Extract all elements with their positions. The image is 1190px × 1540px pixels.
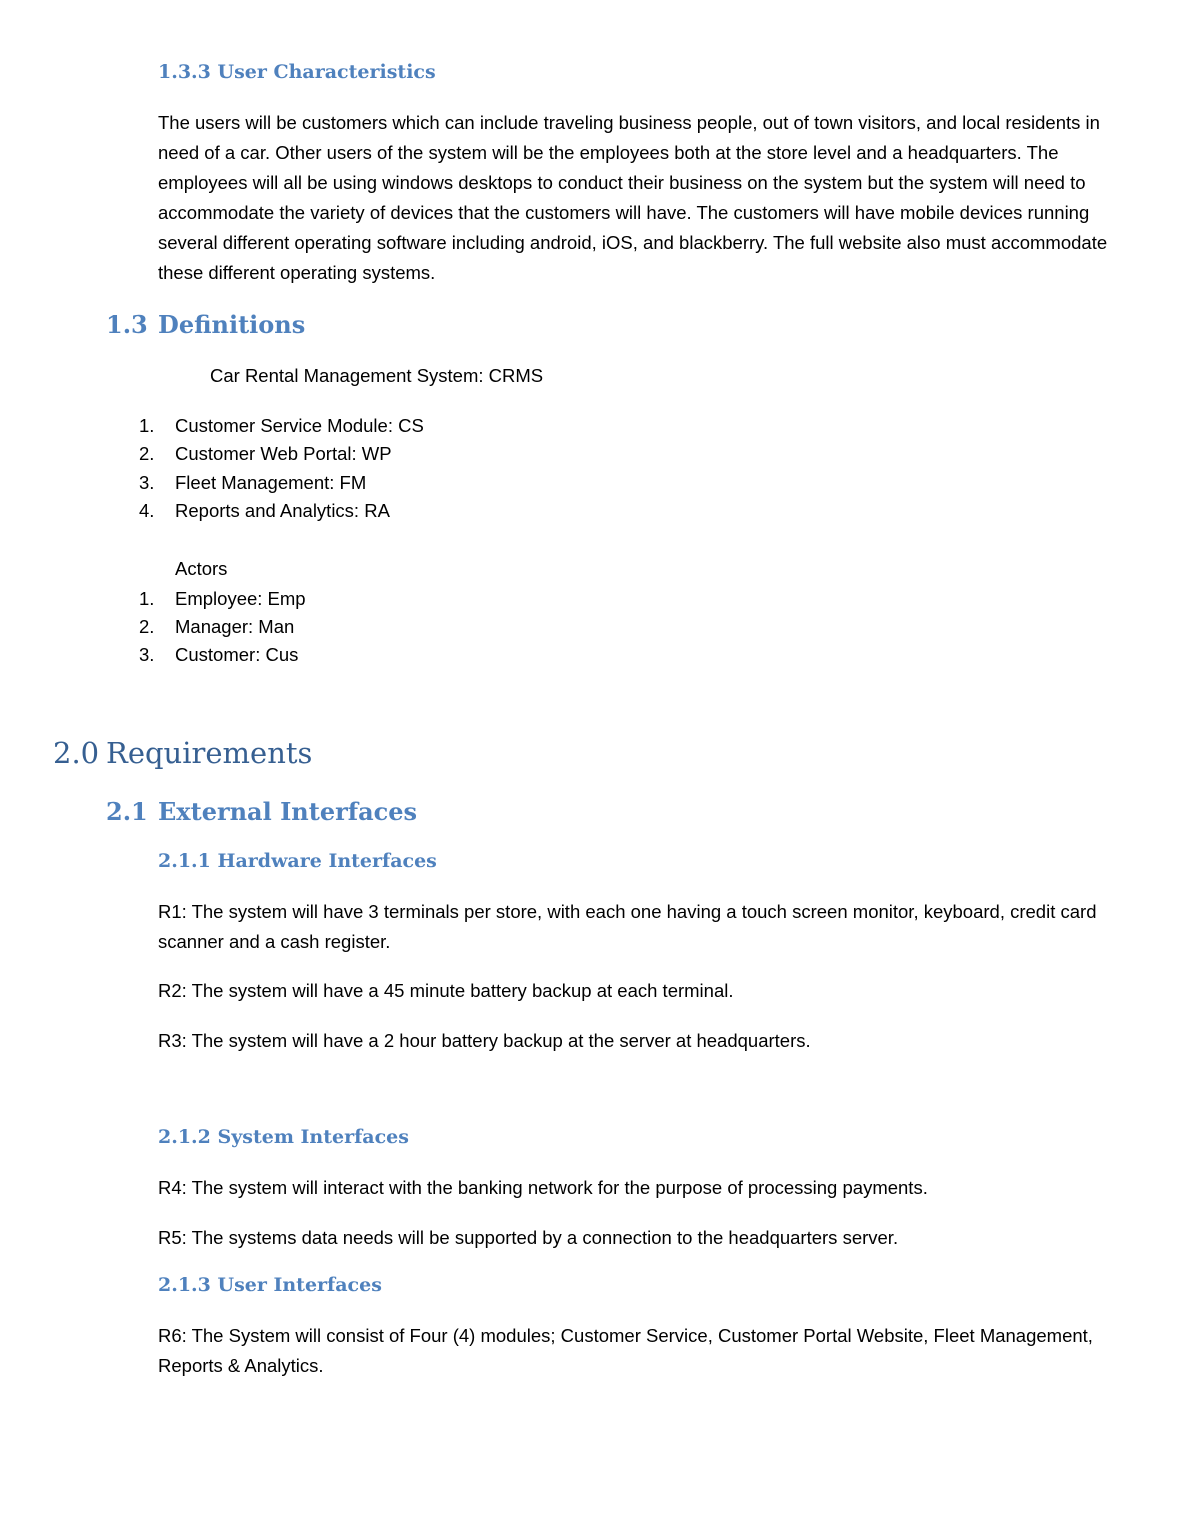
list-item-text: Employee: Emp xyxy=(175,588,306,609)
requirement-r2: R2: The system will have a 45 minute battery backup at each terminal. xyxy=(158,980,734,1001)
heading-definitions-number: 1.3 xyxy=(106,310,148,339)
list-item-text: Customer Web Portal: WP xyxy=(175,443,392,464)
list-item-text: Reports and Analytics: RA xyxy=(175,500,390,521)
paragraph-user-characteristics: The users will be customers which can include traveling business people, out of town visitors, and local residents in need of a car. Other users of the system will be the employees both at the store level and a headquarters. The employees will all be using windows desktops to conduct their business on the system but the system will need to accommodate the variety of devices that the customers will have. The customers will have mobile devices running several different operating software including android, iOS, and blackberry. The full website also must accommodate these different operating systems. xyxy=(158,112,1108,283)
heading-hardware-interfaces: 2.1.1 Hardware Interfaces xyxy=(158,850,437,872)
heading-definitions: Definitions xyxy=(158,310,306,339)
actors-label: Actors xyxy=(175,558,228,579)
heading-external-interfaces-number: 2.1 xyxy=(106,797,148,826)
requirement-r5: R5: The systems data needs will be supported by a connection to the headquarters server. xyxy=(158,1227,899,1248)
heading-system-interfaces: 2.1.2 System Interfaces xyxy=(158,1126,409,1148)
list-item-number: 1. xyxy=(139,588,155,609)
heading-user-interfaces: 2.1.3 User Interfaces xyxy=(158,1274,382,1296)
requirement-r6: R6: The System will consist of Four (4) modules; Customer Service, Customer Portal Website, Fleet Management, Reports & Analytics. xyxy=(158,1325,1093,1376)
heading-requirements: Requirements xyxy=(106,736,313,770)
requirement-r1: R1: The system will have 3 terminals per store, with each one having a touch screen monitor, keyboard, credit card scanner and a cash register. xyxy=(158,901,1097,952)
requirement-r3: R3: The system will have a 2 hour battery backup at the server at headquarters. xyxy=(158,1030,811,1051)
list-item-number: 3. xyxy=(139,472,155,493)
heading-external-interfaces: External Interfaces xyxy=(158,797,418,826)
list-item-number: 4. xyxy=(139,500,155,521)
list-item-number: 1. xyxy=(139,415,155,436)
heading-user-characteristics: 1.3.3 User Characteristics xyxy=(158,61,436,83)
heading-requirements-number: 2.0 xyxy=(53,736,100,770)
list-item-number: 2. xyxy=(139,443,155,464)
list-item-number: 3. xyxy=(139,644,155,665)
requirement-r4: R4: The system will interact with the banking network for the purpose of processing payments. xyxy=(158,1177,928,1198)
list-item-text: Customer: Cus xyxy=(175,644,299,665)
list-item-number: 2. xyxy=(139,616,155,637)
list-item-text: Manager: Man xyxy=(175,616,295,637)
list-item-text: Fleet Management: FM xyxy=(175,472,367,493)
list-item-text: Customer Service Module: CS xyxy=(175,415,424,436)
definition-system-name: Car Rental Management System: CRMS xyxy=(210,365,544,386)
